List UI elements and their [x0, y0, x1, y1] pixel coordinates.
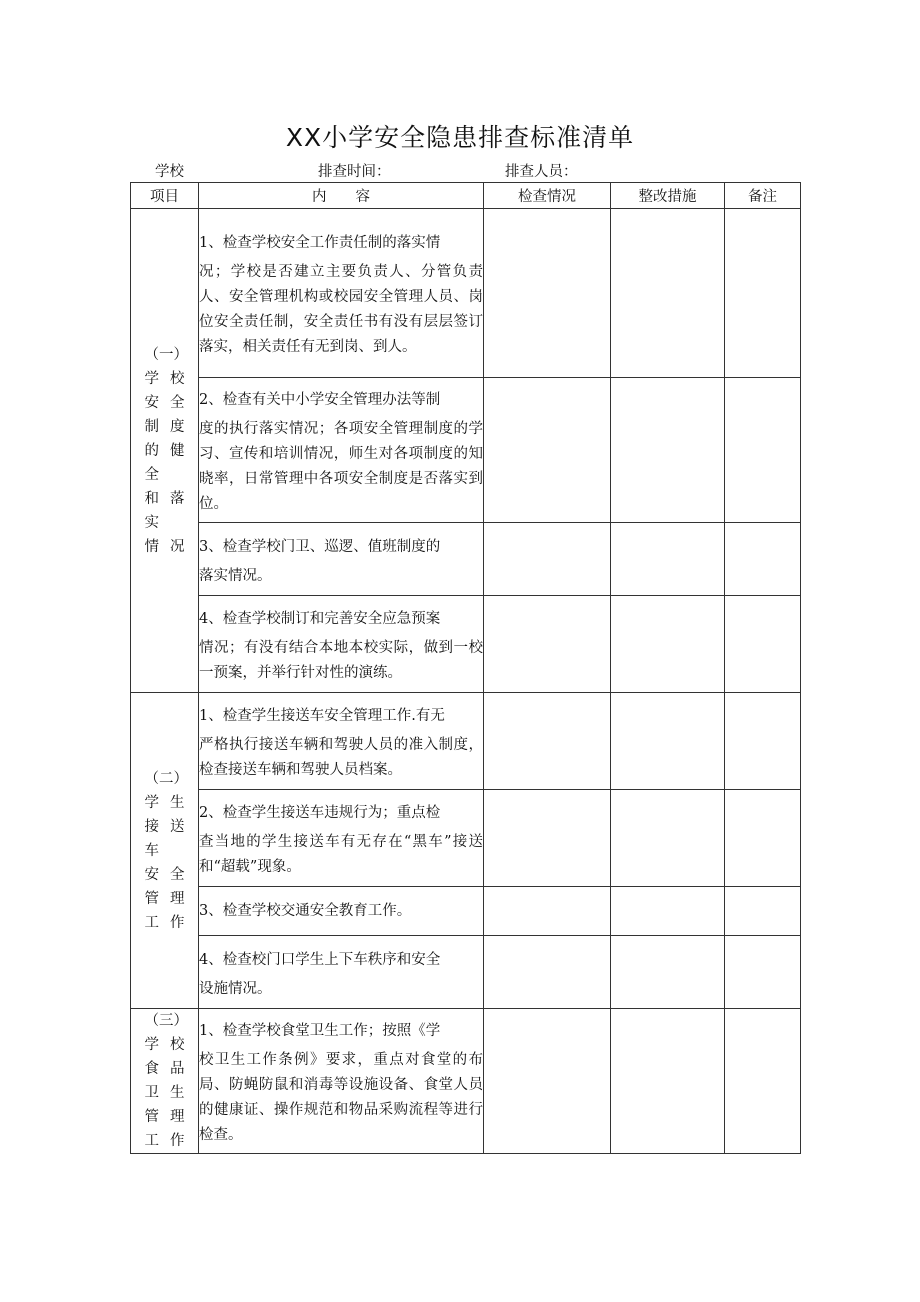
- fix-cell[interactable]: [611, 1009, 725, 1154]
- note-cell[interactable]: [725, 378, 801, 523]
- item-text-lead: 2、检查有关中小学安全管理办法等制: [199, 392, 441, 408]
- item-text-rest: 况；学校是否建立主要负责人、分管负责人、安全管理机构或校园安全管理人员、岗位安全责任制，安全责任书有没有层层签订落实，相关责任有无到岗、到人。: [199, 264, 483, 355]
- fix-cell[interactable]: [611, 790, 725, 887]
- item-text-rest: 度的执行落实情况；各项安全管理制度的学习、宣传和培训情况，师生对各项制度的知晓率，日常管理中各项安全制度是否落实到位。: [199, 421, 483, 512]
- section-title-line: 管 理: [144, 1109, 185, 1125]
- section-number: （三）: [144, 1013, 188, 1029]
- table-row: [131, 596, 801, 693]
- section-title-line: 学 生: [144, 794, 185, 811]
- table-row: [131, 790, 801, 887]
- section-title-line: 工 作: [144, 914, 185, 931]
- section-title-line: 情 况: [144, 538, 185, 555]
- section-title-line: 卫 生: [144, 1085, 185, 1101]
- table-row: [131, 1009, 801, 1154]
- check-cell[interactable]: [484, 693, 611, 790]
- note-cell[interactable]: [725, 693, 801, 790]
- fix-cell[interactable]: [611, 378, 725, 523]
- header-content: 内 容: [199, 183, 484, 209]
- section-title-line: 安 全: [144, 394, 185, 411]
- item-text-lead: 3、检查学校门卫、巡逻、值班制度的: [199, 538, 441, 555]
- table-row: [131, 209, 801, 378]
- note-cell[interactable]: [725, 523, 801, 596]
- header-check: 检查情况: [484, 183, 611, 209]
- note-cell[interactable]: [725, 209, 801, 378]
- content-cell: [199, 887, 484, 936]
- section-title-line: 制 度: [144, 418, 185, 435]
- content-cell: [199, 378, 484, 523]
- item-text-lead: 1、检查学校食堂卫生工作；按照《学: [199, 1023, 441, 1039]
- section-number: （一）: [144, 346, 188, 363]
- fix-cell[interactable]: [611, 936, 725, 1009]
- item-text-rest: 严格执行接送车辆和驾驶人员的准入制度，检查接送车辆和驾驶人员档案。: [199, 737, 483, 778]
- note-cell[interactable]: [725, 936, 801, 1009]
- section-title-line: 接送车: [144, 818, 185, 859]
- inspector-label: 排查人员：: [505, 164, 578, 180]
- item-text-rest: 落实情况。: [199, 567, 272, 584]
- section-title-line: 学 校: [144, 370, 185, 387]
- table-row: [131, 887, 801, 936]
- content-cell: [199, 1009, 484, 1154]
- item-text-lead: 3、检查学校交通安全教育工作。: [199, 903, 412, 919]
- section-title-line: 安 全: [144, 866, 185, 883]
- section-title-line: 学 校: [144, 1037, 185, 1053]
- content-cell: [199, 936, 484, 1009]
- check-cell[interactable]: [484, 887, 611, 936]
- content-cell: [199, 596, 484, 693]
- fix-cell[interactable]: [611, 596, 725, 693]
- check-cell[interactable]: [484, 523, 611, 596]
- table-row: [131, 523, 801, 596]
- item-text-lead: 4、检查学校制订和完善安全应急预案: [199, 611, 441, 627]
- check-cell[interactable]: [484, 378, 611, 523]
- check-cell[interactable]: [484, 209, 611, 378]
- section-label-cell: [131, 209, 199, 693]
- content-cell: [199, 209, 484, 378]
- note-cell[interactable]: [725, 887, 801, 936]
- check-cell[interactable]: [484, 790, 611, 887]
- item-text-lead: 1、检查学校安全工作责任制的落实情: [199, 235, 441, 251]
- item-text-lead: 2、检查学生接送车违规行为；重点检: [199, 805, 441, 821]
- fix-cell[interactable]: [611, 693, 725, 790]
- note-cell[interactable]: [725, 1009, 801, 1154]
- check-cell[interactable]: [484, 596, 611, 693]
- inspection-time-label: 排查时间：: [318, 164, 391, 180]
- header-item: 项目: [131, 183, 199, 209]
- section-title-line: 食 品: [144, 1061, 185, 1077]
- section-title-line: 的健全: [144, 442, 185, 483]
- table-row: [131, 693, 801, 790]
- content-cell: [199, 523, 484, 596]
- item-text-rest: 情况；有没有结合本地本校实际，做到一校一预案，并举行针对性的演练。: [199, 640, 483, 681]
- table-body: [131, 209, 801, 1154]
- header-row: [131, 183, 801, 209]
- section-title-line: 和落实: [144, 490, 185, 531]
- section-label-cell: [131, 693, 199, 1009]
- content-cell: [199, 693, 484, 790]
- header-fix: 整改措施: [611, 183, 725, 209]
- section-number: （二）: [144, 770, 188, 787]
- content-cell: [199, 790, 484, 887]
- section-title-line: 工 作: [144, 1133, 185, 1149]
- note-cell[interactable]: [725, 596, 801, 693]
- item-text-rest: 设施情况。: [199, 980, 272, 997]
- item-text-rest: 查当地的学生接送车有无存在“黑车”接送和“超载”现象。: [199, 834, 483, 875]
- note-cell[interactable]: [725, 790, 801, 887]
- header-note: 备注: [725, 183, 801, 209]
- fix-cell[interactable]: [611, 209, 725, 378]
- item-text-rest: 校卫生工作条例》要求，重点对食堂的布局、防蝇防鼠和消毒等设施设备、食堂人员的健康证、操作规范和物品采购流程等进行检查。: [199, 1052, 483, 1143]
- check-cell[interactable]: [484, 936, 611, 1009]
- fix-cell[interactable]: [611, 887, 725, 936]
- item-text-lead: 1、检查学生接送车安全管理工作.有无: [199, 708, 445, 724]
- page-title: XX小学安全隐患排查标准清单: [285, 123, 635, 152]
- table-row: [131, 936, 801, 1009]
- section-label-cell: [131, 1009, 199, 1154]
- checklist-table: [130, 182, 801, 1154]
- table-row: [131, 378, 801, 523]
- item-text-lead: 4、检查校门口学生上下车秩序和安全: [199, 951, 441, 968]
- section-title-line: 管 理: [144, 890, 185, 907]
- school-label: 学校: [155, 164, 184, 180]
- fix-cell[interactable]: [611, 523, 725, 596]
- check-cell[interactable]: [484, 1009, 611, 1154]
